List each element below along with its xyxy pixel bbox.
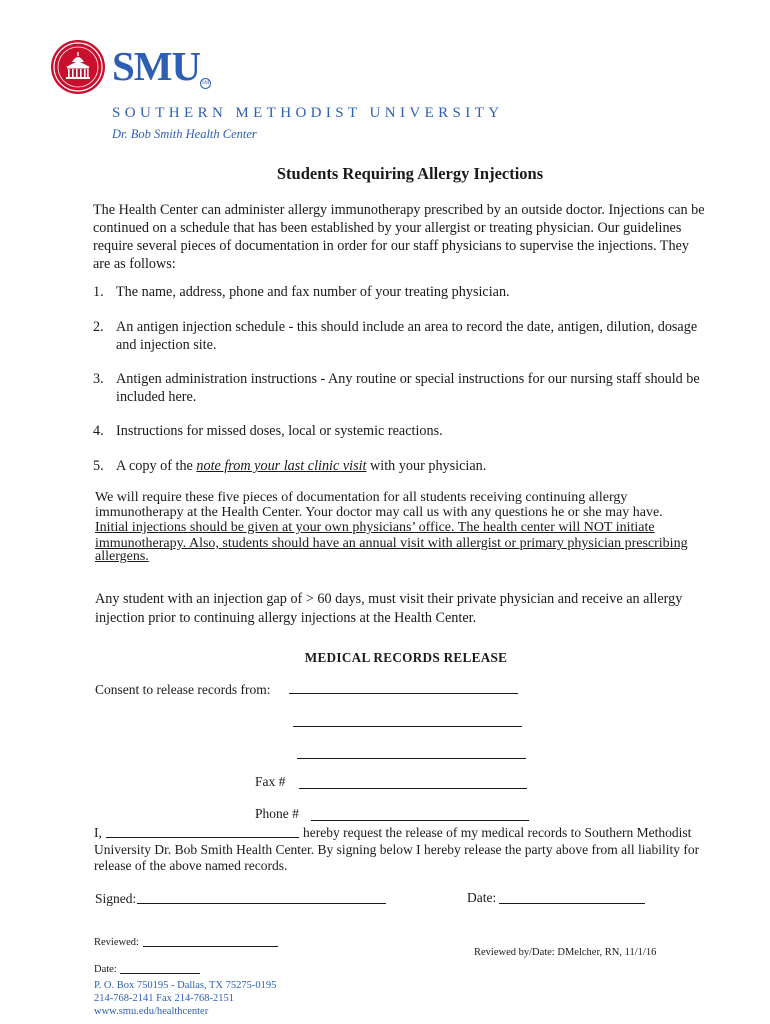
footer-phone: 214-768-2141 Fax 214-768-2151 [94, 993, 234, 1004]
item-number: 5. [93, 458, 104, 474]
signature-field[interactable] [137, 903, 386, 904]
health-center-name: Dr. Bob Smith Health Center [112, 127, 257, 141]
requirement-line-3: Initial injections should be given at your own physicians’ office. The health center will NOT initiate [95, 520, 655, 535]
consent-field-line-1[interactable] [289, 693, 518, 694]
reviewed-label: Reviewed: [94, 937, 139, 948]
date-field[interactable] [499, 903, 645, 904]
item-number: 3. [93, 371, 104, 387]
admin-date-label: Date: [94, 964, 117, 975]
release-line-3: release of the above named records. [94, 858, 288, 873]
name-field[interactable] [106, 837, 299, 838]
item-text-cont: and injection site. [116, 337, 217, 353]
release-line-2: University Dr. Bob Smith Health Center. By signing below I hereby release the party above from all liability for [94, 842, 700, 857]
list-item [93, 370, 733, 406]
item-text-cont: included here. [116, 389, 197, 405]
item-text: The name, address, phone and fax number of your treating physician. [116, 284, 510, 300]
item-text-pre: A copy of the [116, 458, 193, 474]
intro-line-3: require several pieces of documentation in order for our staff physicians to supervise the injections. They [93, 238, 689, 254]
item-text: Instructions for missed doses, local or systemic reactions. [116, 423, 443, 439]
requirement-line-4: immunotherapy. Also, students should have an annual visit with allergist or primary physician prescribing [95, 536, 688, 551]
service-mark: SM [200, 78, 211, 89]
reviewed-note: Reviewed by/Date: DMelcher, RN, 11/1/16 [474, 947, 657, 958]
list-item [93, 318, 733, 354]
signed-label: Signed: [95, 891, 137, 906]
item-text: Antigen administration instructions - Any routine or special instructions for our nursing staff should be [116, 371, 700, 387]
list-item [93, 283, 733, 301]
requirement-line-2: immunotherapy at the Health Center. Your doctor may call us with any questions he or she may have. [95, 505, 663, 520]
consent-label: Consent to release records from: [95, 682, 271, 697]
records-release-heading: MEDICAL RECORDS RELEASE [304, 650, 508, 665]
item-text [116, 457, 486, 475]
gap-line-2: injection prior to continuing allergy injections at the Health Center. [95, 610, 477, 626]
fax-field[interactable] [299, 788, 527, 789]
university-name: SOUTHERN METHODIST UNIVERSITY [112, 105, 504, 121]
phone-label: Phone # [255, 806, 299, 821]
smu-seal-logo [51, 40, 105, 94]
item-number: 4. [93, 423, 104, 439]
clinic-note-link: note from your last clinic visit [196, 458, 367, 474]
dallas-hall-icon [51, 40, 105, 94]
consent-field-line-3[interactable] [297, 758, 526, 759]
requirement-line-1: We will require these five pieces of documentation for all students receiving continuing allergy [95, 490, 628, 505]
reviewed-field[interactable] [143, 946, 278, 947]
consent-field-line-2[interactable] [293, 726, 522, 727]
release-i-label: I, [94, 825, 102, 840]
footer-address: P. O. Box 750195 - Dallas, TX 75275-0195 [94, 980, 277, 991]
logo-wordmark: SMU [112, 43, 201, 89]
intro-line-2: continued on a schedule that has been established by your allergist or treating physician. Our guidelines [93, 220, 682, 236]
intro-line-1: The Health Center can administer allergy immunotherapy prescribed by an outside doctor. Injections can be [93, 202, 705, 218]
release-line-1: hereby request the release of my medical records to Southern Methodist [303, 825, 692, 840]
phone-field[interactable] [311, 820, 529, 821]
gap-line-1: Any student with an injection gap of > 60 days, must visit their private physician and receive an allergy [95, 591, 683, 607]
admin-date-field[interactable] [120, 973, 200, 974]
intro-line-4: are as follows: [93, 256, 176, 272]
requirement-line-5: allergens. [95, 549, 149, 564]
page-title: Students Requiring Allergy Injections [276, 164, 544, 183]
item-number: 2. [93, 319, 104, 335]
footer-website-link[interactable]: www.smu.edu/healthcenter [94, 1006, 209, 1017]
list-item [93, 457, 733, 475]
list-item [93, 422, 733, 440]
item-text: An antigen injection schedule - this should include an area to record the date, antigen, dilution, dosage [116, 319, 698, 335]
fax-label: Fax # [255, 774, 286, 789]
date-label: Date: [467, 890, 497, 905]
item-number: 1. [93, 284, 104, 300]
item-text-post: with your physician. [370, 458, 487, 474]
